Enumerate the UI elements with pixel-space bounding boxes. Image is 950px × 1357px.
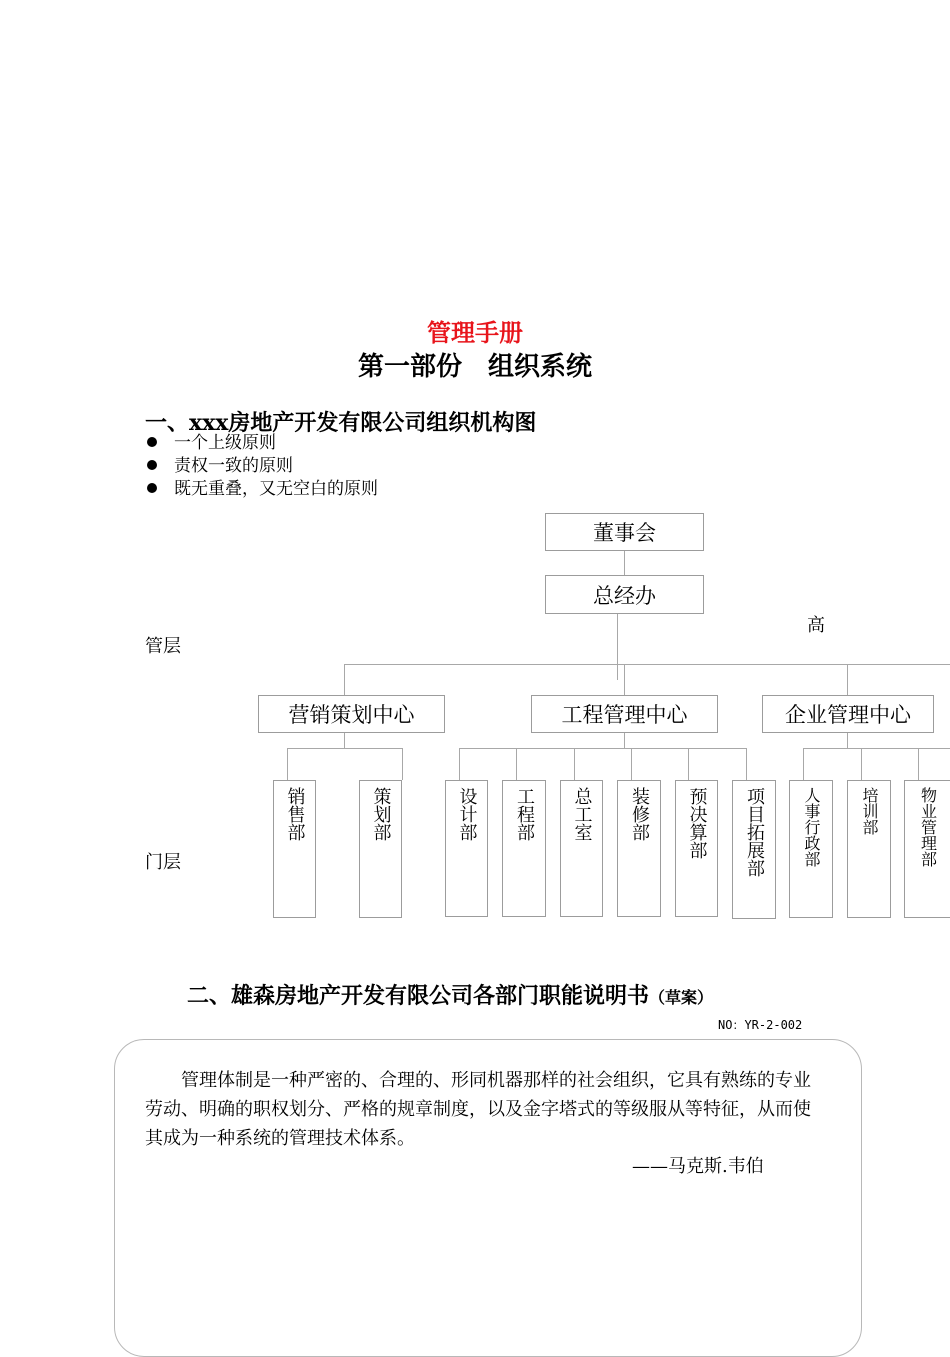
org-node-hr-admin-dept [789, 780, 833, 918]
principle-text: 一个上级原则 [174, 433, 276, 453]
part-title: 第一部份 组织系统 [357, 352, 592, 382]
org-node-property-management-dept [904, 780, 950, 918]
section2-heading [187, 979, 713, 1010]
org-node-sales-dept [273, 780, 316, 918]
org-node-engineering-center [531, 695, 718, 733]
node-label: 企业管理中心 [785, 703, 911, 727]
node-label: 项目拓展部 [744, 787, 765, 877]
node-label: 设计部 [456, 787, 478, 841]
node-label: 物业管理部 [918, 787, 938, 867]
level-label-senior: 管层 [145, 636, 181, 657]
org-node-engineering-dept [502, 780, 546, 917]
node-label: 工程管理中心 [561, 703, 688, 727]
node-label: 策划部 [370, 787, 392, 841]
node-label: 培训部 [860, 787, 879, 835]
quote-text: 管理体制是一种严密的、合理的、形同机器那样的社会组织，它具有熟练的专业劳动、明确的职权划分、严格的规章制度，以及金字塔式的等级服从等特征，从而使其成为一种系统的管理技术体系。 [145, 1070, 811, 1149]
node-label: 装修部 [629, 787, 650, 841]
node-label: 工程部 [514, 787, 535, 841]
manual-title: 管理手册 [427, 318, 523, 347]
org-node-decoration-dept [617, 780, 661, 917]
section2-heading-note: （草案） [649, 988, 714, 1007]
org-node-chief-engineer-office [560, 780, 603, 917]
node-label: 销售部 [284, 787, 306, 841]
org-node-gm-office [545, 575, 704, 614]
principle-text: 责权一致的原则 [174, 456, 293, 476]
quote-author: ——马克斯.韦伯 [632, 1156, 764, 1177]
org-node-planning-dept [359, 780, 402, 918]
org-node-design-dept [445, 780, 488, 917]
org-node-board [545, 513, 704, 551]
node-label: 总工室 [571, 787, 593, 841]
org-node-project-expansion-dept [732, 780, 776, 919]
section2-heading-text: 二、雄森房地产开发有限公司各部门职能说明书 [187, 983, 650, 1009]
level-label-senior-char: 高 [807, 615, 825, 636]
section1-heading: 一、xxx房地产开发有限公司组织机构图 [145, 410, 537, 436]
node-label: 预决算部 [686, 787, 708, 859]
node-label: 董事会 [593, 521, 656, 545]
principle-text: 既无重叠，又无空白的原则 [174, 479, 378, 499]
node-label: 营销策划中心 [288, 703, 415, 727]
org-node-marketing-center [258, 695, 445, 733]
org-node-enterprise-center [762, 695, 934, 733]
node-label: 总经办 [593, 583, 656, 608]
org-node-training-dept [847, 780, 891, 918]
node-label: 人事行政部 [802, 787, 821, 867]
level-label-department: 门层 [145, 852, 181, 873]
org-node-budget-dept [675, 780, 718, 917]
document-number: NO：YR-2-002 [718, 1018, 803, 1032]
